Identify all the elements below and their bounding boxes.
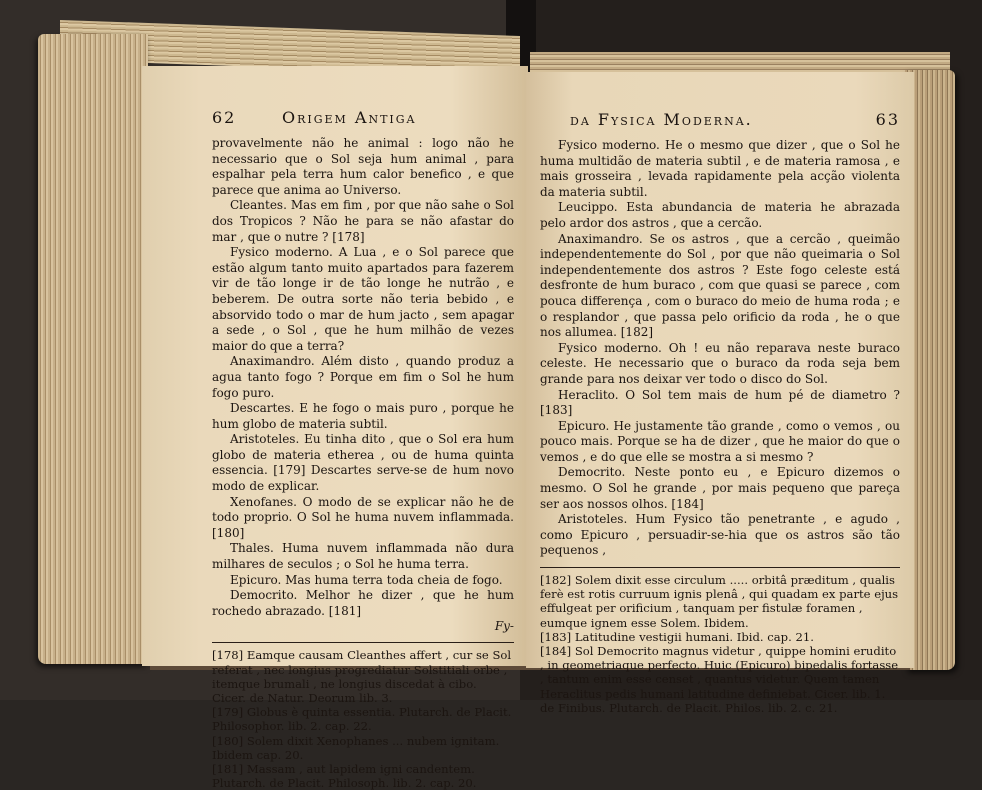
left-paragraph: Cleantes. Mas em fim , por que não sahe o Sol dos Tropicos ? Não he para se não afastar do mar , que o nutre ? [178] — [212, 198, 514, 244]
right-footnote: [182] Solem dixit esse circulum ..... orbitâ præditum , qualis ferè est rotis curruum ignis plenâ , qui quadam ex parte ejus effulgeat per orificium , tanquam per fistulæ foramen , eumque ignem esse Solem. Ibidem. — [540, 573, 899, 630]
left-footnote: [180] Solem dixit Xenophanes ... nubem ignitam. Ibidem cap. 20. — [212, 733, 500, 762]
right-page-number: 63 — [875, 110, 900, 129]
left-footnote: [178] Eamque causam Cleanthes affert , cur se Sol referat , nec longius progrediatur Solstitiali orbe , itemque brumali , ne longius discedat à cibo. Cicer. de Natur. Deorum lib. 3. — [212, 648, 512, 706]
left-paragraph: Thales. Huma nuvem inflammada não dura milhares de seculos ; o Sol he huma terra. — [212, 541, 514, 572]
right-footnote: [183] Latitudine vestigii humani. Ibid. cap. 21. — [540, 629, 814, 644]
left-running-head — [212, 108, 514, 130]
right-paragraph: Aristoteles. Hum Fysico tão penetrante , e agudo , como Epicuro , persuadir-se-hia que os astros são tão pequenos , — [540, 512, 900, 558]
right-page — [526, 72, 914, 715]
right-running-head — [540, 110, 900, 132]
right-footnote-rule — [540, 567, 900, 568]
right-running-title: da Fysica Moderna. — [570, 110, 753, 129]
right-paragraph: Heraclito. O Sol tem mais de hum pé de diametro ? [183] — [540, 387, 900, 418]
left-paragraph: Epicuro. Mas huma terra toda cheia de fogo. — [230, 572, 503, 587]
left-paragraph: Anaximandro. Além disto , quando produz a agua tanto fogo ? Porque em fim o Sol he hum fogo puro. — [212, 354, 514, 400]
right-footnotes — [540, 573, 900, 715]
left-paragraph: Democrito. Melhor he dizer , que he hum rochedo abrazado. [181] — [212, 588, 514, 618]
left-page — [142, 66, 528, 790]
right-paragraph: Fysico moderno. He o mesmo que dizer , que o Sol he huma multidão de materia subtil , e de materia ramosa , e mais grosseira , levada rapidamente pela acção violenta da materia subtil. — [540, 138, 900, 199]
right-paragraph: Democrito. Neste ponto eu , e Epicuro dizemos o mesmo. O Sol he grande , por mais pequeno que pareça ser aos nossos olhos. [184] — [540, 465, 900, 511]
right-paragraph: Fysico moderno. Oh ! eu não reparava neste buraco celeste. He necessario que o buraco da roda seja bem grande para nos deixar ver todo o disco do Sol. — [540, 340, 900, 386]
left-paragraph: Fysico moderno. A Lua , e o Sol parece que estão algum tanto muito apartados para fazerem vir de tão longe ir de tão longe he nutrão , e beberem. De outra sorte não teria bebido , e absorvido todo o mar de hum jacto , sem apagar a sede , o Sol , que he hum milhão de vezes maior do que a terra? — [212, 245, 514, 353]
left-page-number: 62 — [212, 108, 237, 127]
right-body-text — [540, 138, 900, 559]
left-footnotes — [212, 648, 514, 790]
left-paragraph: provavelmente não he animal : logo não he necessario que o Sol seja hum animal , para espalhar pela terra hum calor benefico , e que parece que anima ao Universo. — [212, 136, 514, 197]
left-paragraph: Xenofanes. O modo de se explicar não he de todo proprio. O Sol he huma nuvem inflammada. [180] — [212, 494, 514, 540]
page-edges-left — [38, 34, 148, 664]
left-body-text — [212, 136, 514, 634]
left-footnote: [179] Globus è quinta essentia. Plutarch. de Placit. Philosophor. lib. 2. cap. 22. — [212, 705, 512, 734]
left-footnote: [181] Massam , aut lapidem igni candentem. Plutarch. de Placit. Philosoph. lib. 2. cap. 20. — [212, 762, 477, 790]
left-catchword: Fy- — [494, 619, 514, 634]
left-running-title: Origem Antiga — [282, 108, 417, 127]
right-footnote: [184] Sol Democrito magnus videtur , quippe homini erudito , in geometriaque perfecto. Huic (Epicuro) bipedalis fortasse , tantum enim esse censet , quantus videtur. Quem tamen Heraclitus pedis humani latitudine definiebat. Cicer. lib. 1. de Finibus. Plutarch. de Placit. Philos. lib. 2. c. 21. — [540, 644, 899, 715]
left-footnote-rule — [212, 642, 514, 643]
right-paragraph: Leucippo. Esta abundancia de materia he abrazada pelo ardor dos astros , que a cercão. — [540, 200, 900, 230]
left-paragraph: Aristoteles. Eu tinha dito , que o Sol era hum globo de materia etherea , ou de huma quinta essencia. [179] Descartes serve-se de hum novo modo de explicar. — [212, 432, 514, 494]
left-paragraph: Descartes. E he fogo o mais puro , porque he hum globo de materia subtil. — [212, 401, 514, 431]
right-paragraph: Anaximandro. Se os astros , que a cercão , queimão independentemente do Sol , por que não queimaria o Sol independentemente dos astros ? Este fogo celeste está desfronte de hum buraco , com que quasi se parece , com pouca differença , com o buraco do meio de huma roda ; e o resplandor , que passa pelo orificio da roda , he o que nos allumea. [182] — [540, 231, 900, 340]
right-paragraph: Epicuro. He justamente tão grande , como o vemos , ou pouco mais. Porque se ha de dizer , que he maior do que o vemos , e do que elle se mostra a si mesmo ? — [540, 418, 900, 464]
